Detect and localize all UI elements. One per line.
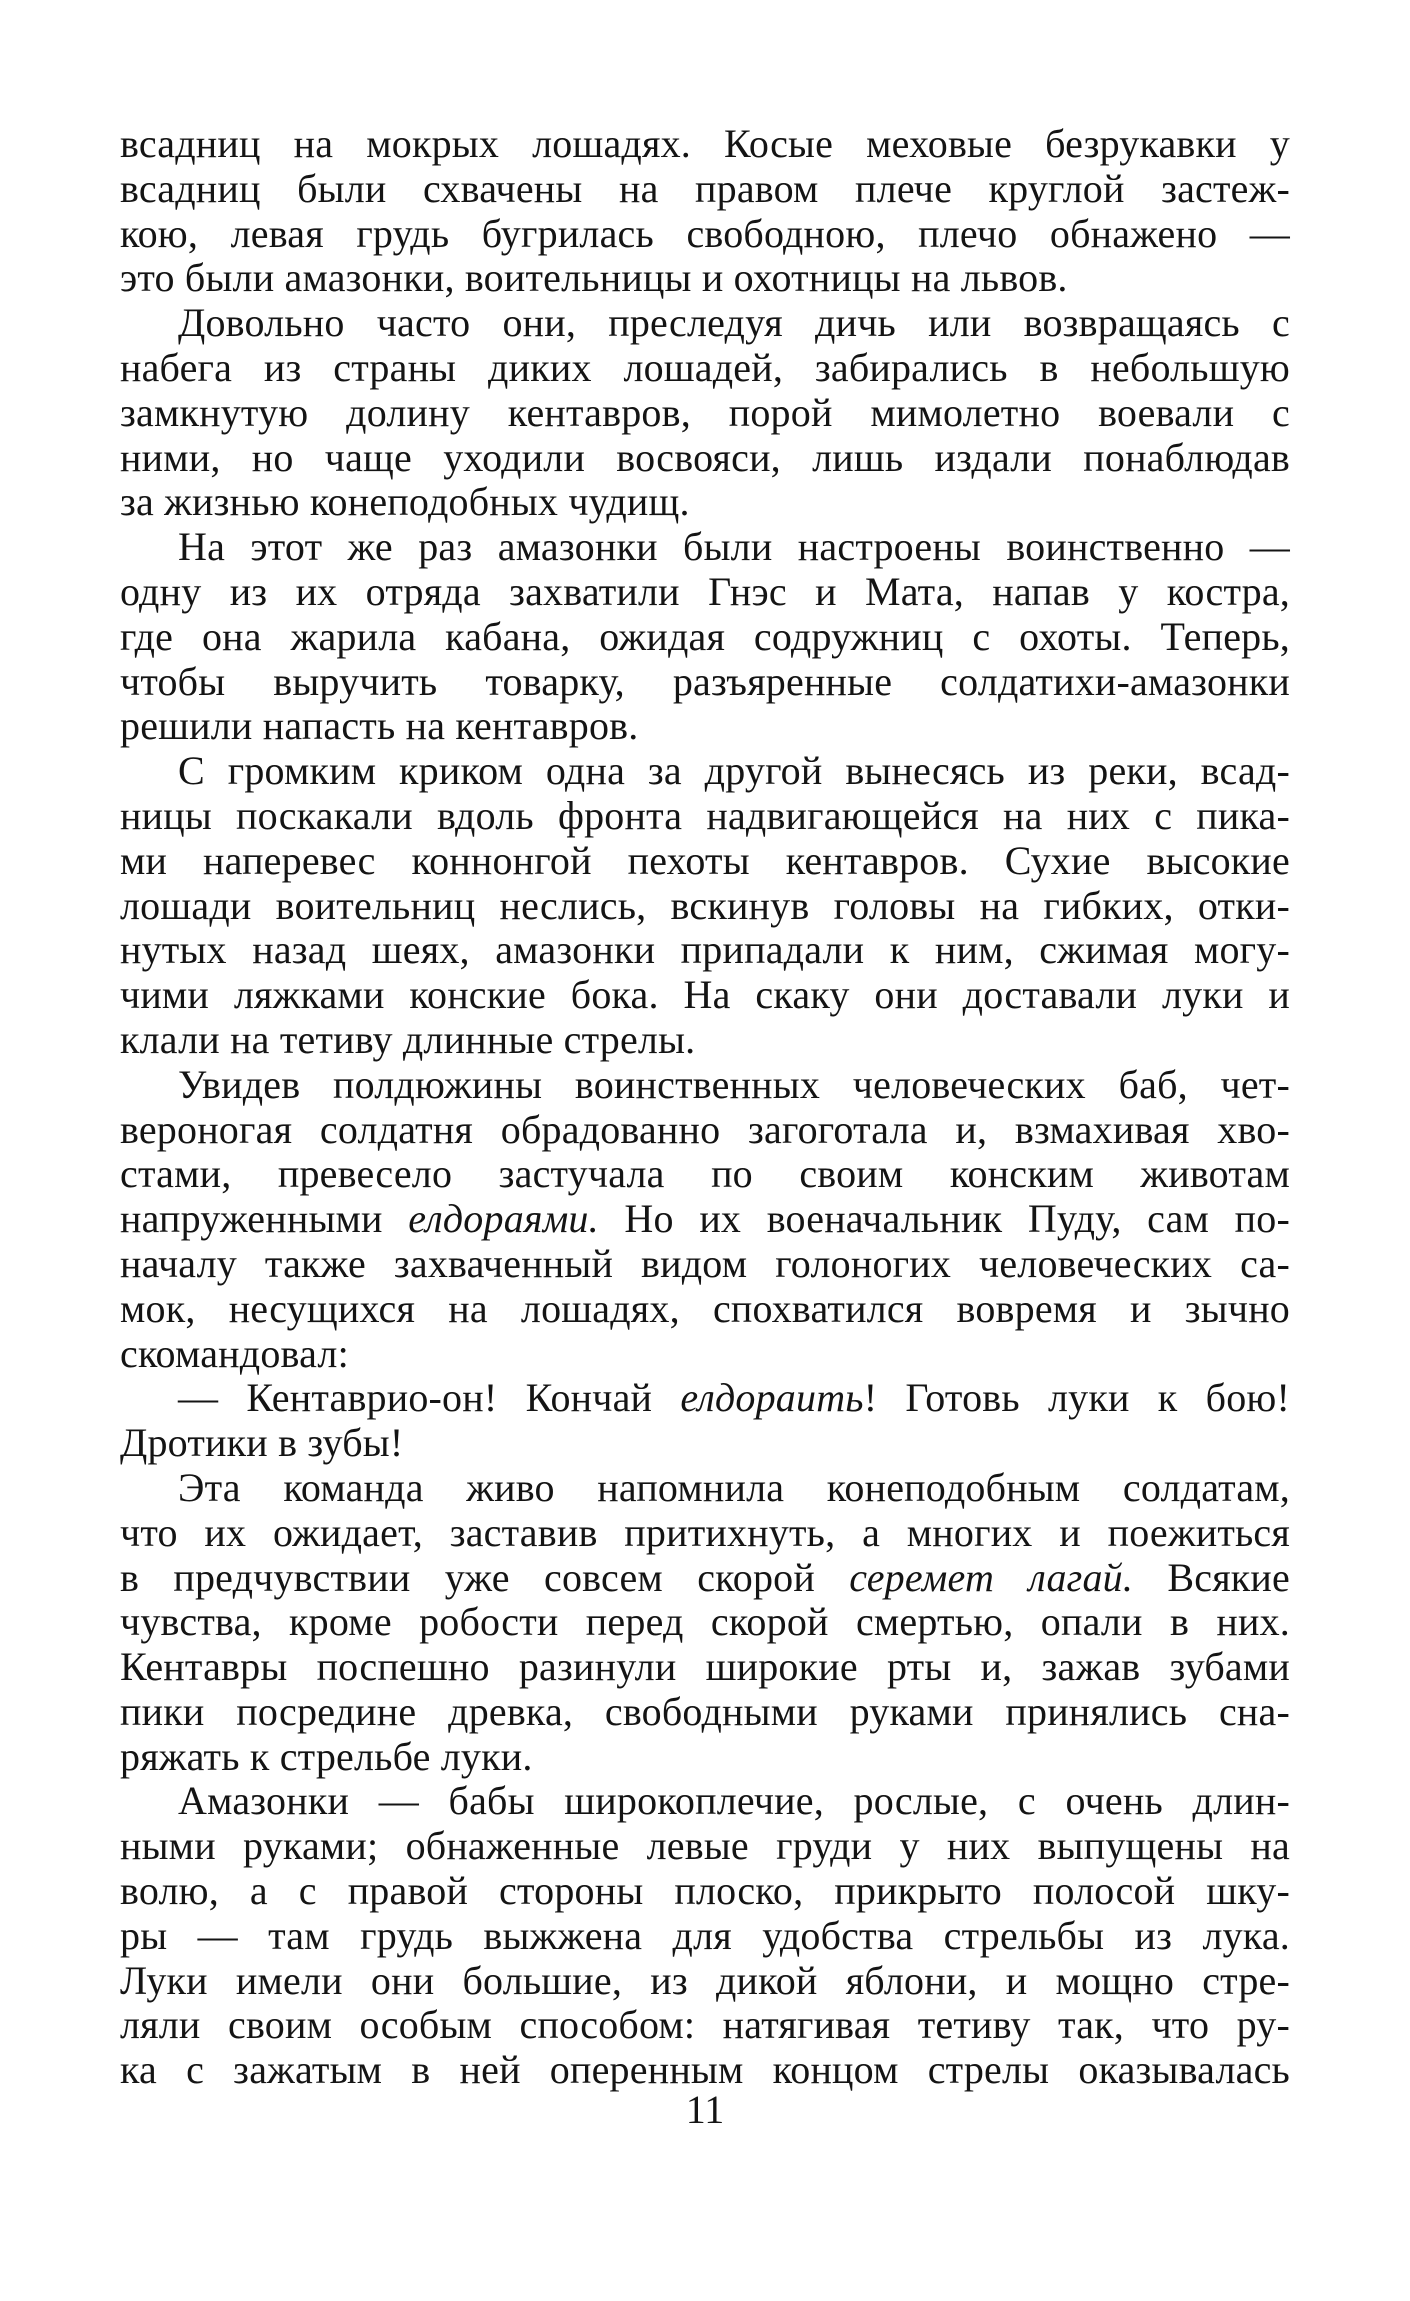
text-line: С громким криком одна за другой вынесясь из реки, всад- (178, 748, 1290, 794)
italic-term: елдораить (680, 1375, 864, 1421)
text-line: Дротики в зубы! (120, 1420, 404, 1466)
text-line: Увидев полдюжины воинственных человеческих баб, чет- (178, 1061, 1290, 1107)
text-line: ними, но чаще уходили восвояси, лишь издали понаблюдав (120, 434, 1290, 480)
text-segment: ! Готовь луки к бою! (863, 1375, 1290, 1421)
text-line: стами, превесело застучала по своим конским животам (120, 1151, 1290, 1197)
text-line: волю, а с правой стороны плоско, прикрыто полосой шку- (120, 1868, 1290, 1914)
text-line: чувства, кроме робости перед скорой смертью, опали в них. (120, 1599, 1290, 1645)
italic-term: елдораями. (408, 1196, 599, 1242)
text-line: за жизнью конеподобных чудищ. (120, 479, 690, 525)
text-line: одну из их отряда захватили Гнэс и Мата, напав у костра, (120, 568, 1290, 614)
page-number: 11 (685, 2087, 725, 2132)
text-line (120, 1197, 1290, 1242)
text-line: ми наперевес коннонгой пехоты кентавров. Сухие высокие (120, 837, 1290, 883)
text-line: всадниц были схвачены на правом плече круглой застеж- (120, 165, 1290, 211)
text-line: Эта команда живо напомнила конеподобным солдатам, (178, 1464, 1290, 1510)
text-line: чими ляжками конские бока. На скаку они доставали луки и (120, 972, 1290, 1018)
text-line: ницы поскакали вдоль фронта надвигающейся на них с пика- (120, 792, 1290, 838)
text-line: скомандовал: (120, 1330, 349, 1376)
text-line: ряжать к стрельбе луки. (120, 1733, 533, 1779)
text-line: кою, левая грудь бугрилась свободною, плечо обнажено — (120, 210, 1290, 256)
dialogue-paragraph (120, 1376, 1290, 1466)
text-line: где она жарила кабана, ожидая содружниц с охоты. Теперь, (120, 613, 1290, 659)
text-line: нутых назад шеях, амазонки припадали к ним, сжимая могу- (120, 927, 1290, 973)
book-page-text (120, 122, 1290, 2093)
text-line: клали на тетиву длинные стрелы. (120, 1016, 696, 1062)
text-line: пики посредине древка, свободными руками принялись сна- (120, 1688, 1290, 1734)
text-line: всадниц на мокрых лошадях. Косые меховые безрукавки у (120, 121, 1290, 166)
text-line: На этот же раз амазонки были настроены воинственно — (178, 524, 1290, 570)
text-segment: в предчувствии уже совсем скорой (120, 1554, 850, 1600)
text-line: началу также захваченный видом голоногих человеческих са- (120, 1240, 1290, 1286)
text-line (120, 1556, 1290, 1601)
text-line: Кентавры поспешно разинули широкие рты и, зажав зубами (120, 1644, 1290, 1690)
paragraph (120, 525, 1290, 749)
paragraph (120, 301, 1290, 525)
text-line: ка с зажатым в ней оперенным концом стрелы оказывалась (120, 2047, 1290, 2093)
text-line: вероногая солдатня обрадованно загоготала и, взмахивая хво- (120, 1106, 1290, 1152)
text-segment: напруженными (120, 1196, 409, 1242)
text-line: ляли своим особым способом: натягивая тетиву так, что ру- (120, 2002, 1290, 2048)
text-segment: Всякие (1133, 1554, 1290, 1600)
paragraph (120, 1063, 1290, 1377)
text-line: ными руками; обнаженные левые груди у них выпущены на (120, 1823, 1290, 1869)
text-line: Довольно часто они, преследуя дичь или возвращаясь с (178, 300, 1290, 346)
italic-term: серемет лагай. (849, 1554, 1134, 1600)
paragraph (120, 1779, 1290, 2093)
text-line: решили напасть на кентавров. (120, 703, 639, 749)
text-line: что их ожидает, заставив притихнуть, а многих и поежиться (120, 1509, 1290, 1555)
text-segment: Но их военачальник Пуду, сам по- (598, 1196, 1290, 1242)
text-line: Луки имели они большие, из дикой яблони, и мощно стре- (120, 1957, 1290, 2003)
paragraph (120, 122, 1290, 301)
text-line: чтобы выручить товарку, разъяренные солдатихи-амазонки (120, 658, 1290, 704)
text-line: мок, несущихся на лошадях, спохватился вовремя и зычно (120, 1285, 1290, 1331)
text-line: лошади воительниц неслись, вскинув головы на гибких, отки- (120, 882, 1290, 928)
paragraph (120, 1466, 1290, 1780)
paragraph (120, 749, 1290, 1063)
text-line: набега из страны диких лошадей, забирались в небольшую (120, 344, 1290, 390)
text-line: ры — там грудь выжжена для удобства стрельбы из лука. (120, 1912, 1290, 1958)
text-line: это были амазонки, воительницы и охотницы на львов. (120, 255, 1068, 301)
text-segment: — Кентаврио-он! Кончай (178, 1375, 681, 1421)
text-line (120, 1376, 1290, 1421)
text-line: Амазонки — бабы широкоплечие, рослые, с очень длин- (178, 1778, 1290, 1824)
text-line: замкнутую долину кентавров, порой мимолетно воевали с (120, 389, 1290, 435)
